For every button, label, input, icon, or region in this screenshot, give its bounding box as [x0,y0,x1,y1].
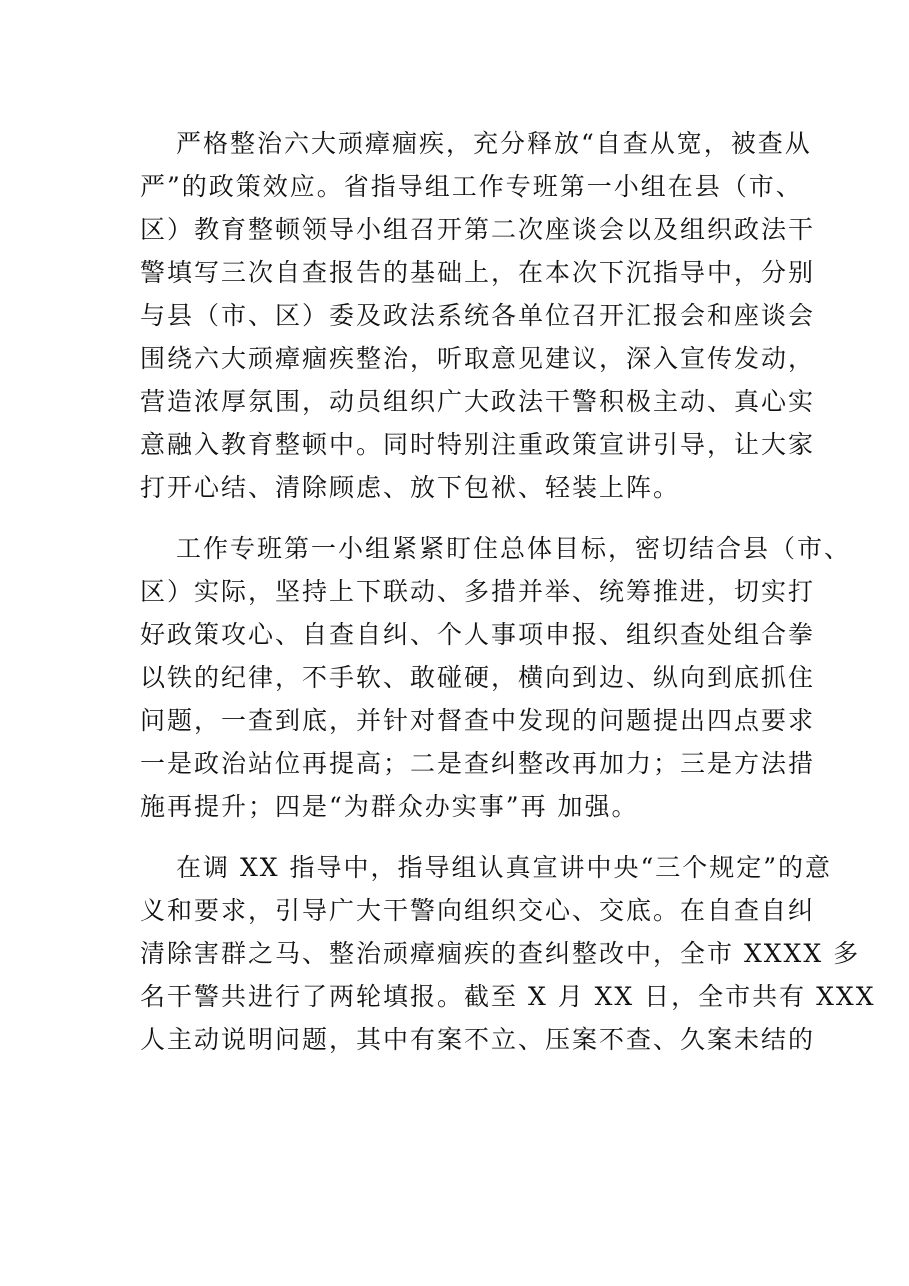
paragraph-line: 好政策攻心、自查自纠、个人事项申报、组织查处组合拳 [140,620,816,649]
paragraph-line: 人主动说明问题，其中有案不立、压案不查、久案未结的 [140,1025,816,1054]
paragraph-line: 在调 XX 指导中，指导组认真宣讲中央“三个规定”的意 [176,853,833,882]
paragraph-line: 清除害群之马、整治顽瘴痼疾的查纠整改中，全市 XXXX 多 [140,939,861,968]
paragraph-line: 警填写三次自查报告的基础上，在本次下沉指导中，分别 [140,258,816,287]
paragraph-line: 区）实际，坚持上下联动、多措并举、统筹推进，切实打 [140,577,816,606]
paragraph-line: 打开心结、清除顾虑、放下包袱、轻装上阵。 [140,473,681,502]
paragraph-line: 严格整治六大顽瘴痼疾，充分释放“自查从宽，被查从 [176,129,812,158]
paragraph-2 [140,527,852,828]
paragraph-line: 围绕六大顽瘴痼疾整治，听取意见建议，深入宣传发动， [140,344,816,373]
paragraph-line: 工作专班第一小组紧紧盯住总体目标，密切结合县（市、 [176,534,852,563]
paragraph-line: 名干警共进行了两轮填报。截至 X 月 XX 日，全市共有 XXX [140,982,876,1011]
paragraph-line: 区）教育整顿领导小组召开第二次座谈会以及组织政法干 [140,215,816,244]
paragraph-line: 问题，一查到底，并针对督查中发现的问题提出四点要求 [140,706,816,735]
document-body [140,122,876,1061]
paragraph-3 [140,846,876,1061]
paragraph-line: 营造浓厚氛围，动员组织广大政法干警积极主动、真心实 [140,387,816,416]
paragraph-line: 施再提升；四是“为群众办实事”再 加强。 [140,792,639,821]
paragraph-line: 以铁的纪律，不手软、敢碰硬，横向到边、纵向到底抓住 [140,663,816,692]
paragraph-line: 义和要求，引导广大干警向组织交心、交底。在自查自纠 [140,896,816,925]
paragraph-line: 一是政治站位再提高；二是查纠整改再加力；三是方法措 [140,749,816,778]
paragraph-line: 与县（市、区）委及政法系统各单位召开汇报会和座谈会 [140,301,816,330]
paragraph-spacer [140,828,780,846]
paragraph-1 [140,122,816,509]
paragraph-line: 严”的政策效应。省指导组工作专班第一小组在县（市、 [140,172,803,201]
paragraph-spacer [140,509,780,527]
paragraph-line: 意融入教育整顿中。同时特别注重政策宣讲引导，让大家 [140,430,816,459]
